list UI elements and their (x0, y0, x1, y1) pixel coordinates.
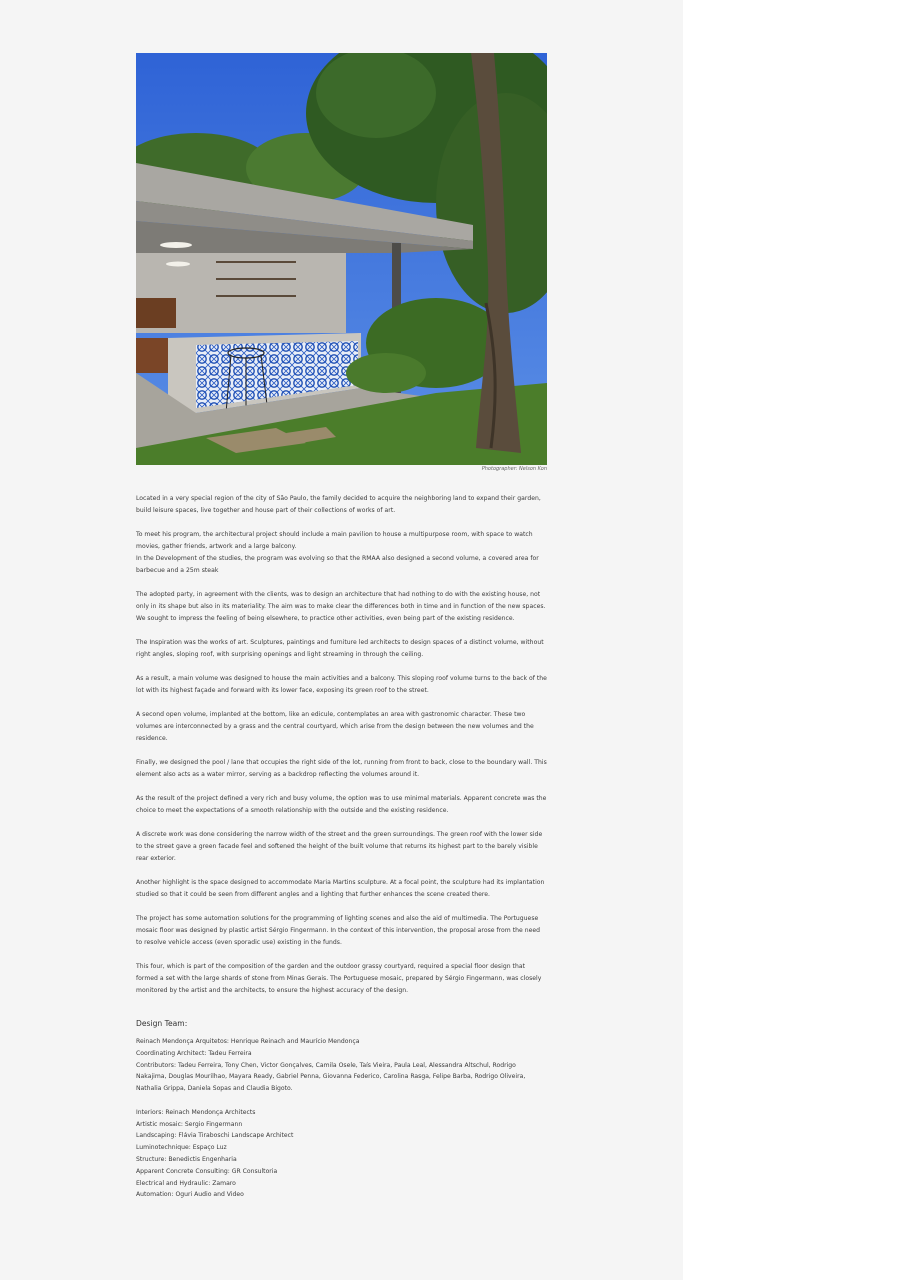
paragraph-4: The Inspiration was the works of art. Sculptures, paintings and furniture led architects to design spaces of a distinct volume, without right angles, sloping roof, with surprising openings and light streaming in through the ceiling. (136, 639, 544, 658)
team-credit-line: Interiors: Reinach Mendonça Architects (136, 1108, 256, 1116)
team-credit-line: Coordinating Architect: Tadeu Ferreira (136, 1049, 252, 1057)
paragraph-5: As a result, a main volume was designed to house the main activities and a balcony. This sloping roof volume turns to the back of the lot with its highest façade and forward with its lower face, exposing its green roof to the street. (136, 675, 547, 694)
team-credit-line: Reinach Mendonça Arquitetos: Henrique Reinach and Maurício Mendonça (136, 1038, 360, 1045)
paragraph-10: Another highlight is the space designed to accommodate Maria Martins sculpture. At a focal point, the sculpture had its implantation studied so that it could be seen from different angles and a lighting that further enhances the scene created there. (136, 879, 545, 898)
project-photo-illustration (136, 53, 547, 465)
paragraph-12: This four, which is part of the composition of the garden and the outdoor grassy courtyard, required a special floor design that formed a set with the large shards of stone from Minas Gerais. The Portuguese mosaic, prepared by Sérgio Fingermann, was closely monitored by the artist and the architects, to ensure the highest accuracy of the design. (136, 963, 542, 994)
paragraph-11: The project has some automation solutions for the programming of lighting scenes and also the aid of multimedia. The Portuguese mosaic floor was designed by plastic artist Sérgio Fingermann. In the context of this intervention, the proposal arose from the need to resolve vehicle access (even sporadic use) existing in the funds. (136, 915, 541, 946)
article-body (136, 493, 547, 1009)
design-team-list (136, 1036, 547, 1201)
team-credit-line: Contributors: Tadeu Ferreira, Tony Chen, Victor Gonçalves, Camila Osele, Taís Vieira, Paula Leal, Alessandra Altschul, Rodrigo (136, 1061, 516, 1069)
paragraph-9: A discrete work was done considering the narrow width of the street and the green surroundings. The green roof with the lower side to the street gave a green facade feel and softened the height of the built volume that returns its highest part to the barely visible rear exterior. (136, 831, 543, 862)
team-credit-line: Nakajima, Douglas Mourilhao, Mayara Ready, Gabriel Penna, Giovanna Federico, Carolina Rasga, Felipe Barba, Rodrigo Oliveira, (136, 1073, 526, 1081)
team-credit-line: Automation: Oguri Audio and Video (136, 1191, 244, 1199)
photo-credit: Photographer: Nelson Kon (481, 466, 547, 472)
team-list-spacer (136, 1095, 547, 1107)
team-credit-line: Apparent Concrete Consulting: GR Consultoria (136, 1167, 278, 1175)
team-credit-line: Luminotechnique: Espaço Luz (136, 1144, 227, 1152)
paragraph-3: The adopted party, in agreement with the clients, was to design an architecture that had nothing to do with the existing house, not only in its shape but also in its materiality. The aim was to make clear the differences both in time and in function of the new spaces. We sought to impress the feeling of being elsewhere, to practice other activities, even being part of the existing residence. (136, 591, 546, 622)
team-credit-line: Landscaping: Flávia Tiraboschi Landscape Architect (136, 1132, 294, 1140)
paragraph-1: Located in a very special region of the city of São Paulo, the family decided to acquire the neighboring land to expand their garden, build leisure spaces, live together and house part of their collections of works of art. (136, 495, 541, 514)
paragraph-7: Finally, we designed the pool / lane that occupies the right side of the lot, running from front to back, close to the boundary wall. This element also acts as a water mirror, serving as a backdrop reflecting the volumes around it. (136, 759, 547, 778)
paragraph-8: As the result of the project defined a very rich and busy volume, the option was to use minimal materials. Apparent concrete was the choice to meet the expectations of a smooth relationship with the outside and the existing residence. (136, 795, 547, 814)
project-photo[interactable] (136, 53, 547, 465)
team-credit-line: Structure: Benedictis Engenharia (136, 1155, 237, 1163)
design-team-heading: Design Team: (136, 1019, 188, 1028)
paragraph-2: To meet his program, the architectural project should include a main pavilion to house a multipurpose room, with space to watch movies, gather friends, artwork and a large balcony. In the Development of the studies, the program was evolving so that the RMAA also designed a second volume, a covered area for barbecue and a 25m steak (136, 531, 539, 574)
team-credit-line: Electrical and Hydraulic: Zamaro (136, 1179, 236, 1187)
team-credit-line: Nathalia Grippa, Daniela Sopas and Claudia Bigoto. (136, 1085, 293, 1093)
team-credit-line: Artistic mosaic: Sergio Fingermann (136, 1120, 243, 1128)
paragraph-6: A second open volume, implanted at the bottom, like an edicule, contemplates an area with gastronomic character. These two volumes are interconnected by a grass and the central courtyard, which arise from the design between the new volumes and the residence. (136, 711, 534, 742)
